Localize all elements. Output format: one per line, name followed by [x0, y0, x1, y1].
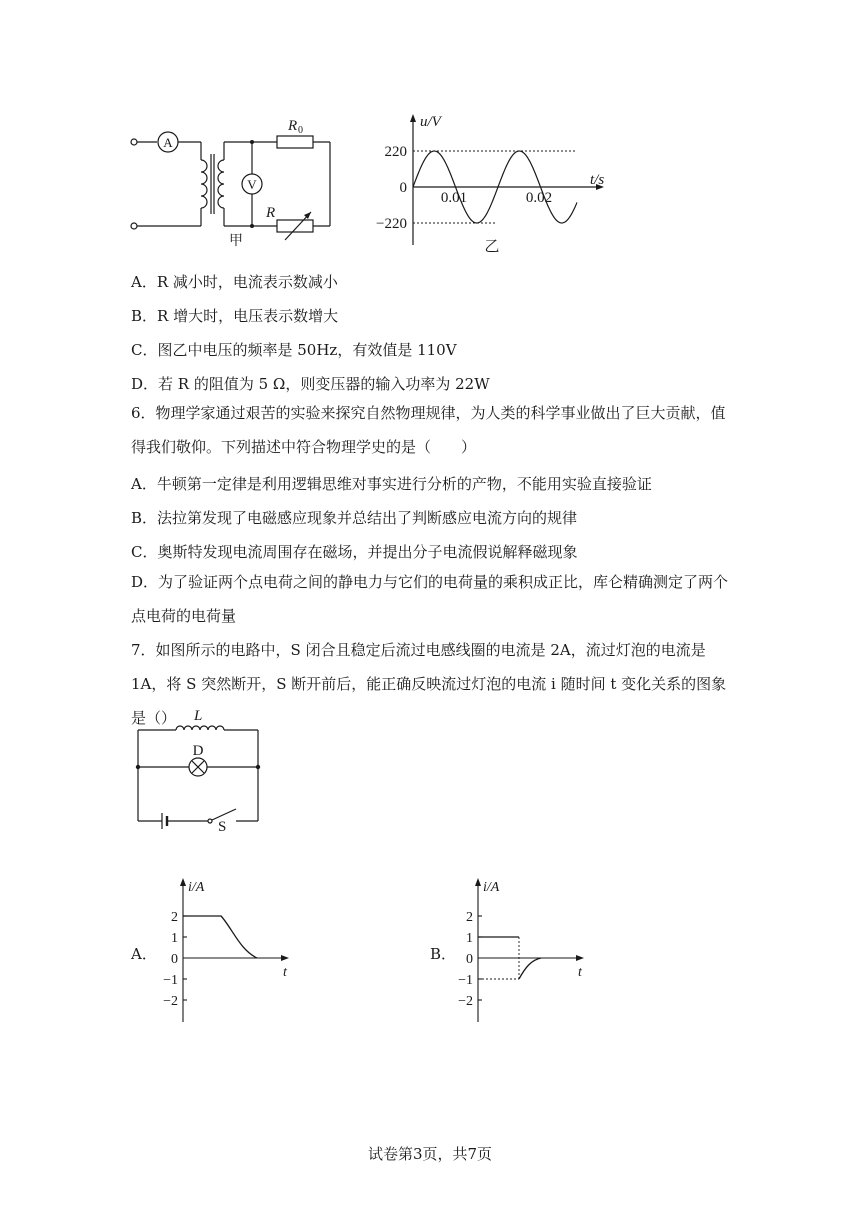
resistor-r0: [277, 136, 313, 148]
inductor-label: L: [194, 708, 203, 724]
page-footer: 试卷第3页，共7页: [367, 1145, 493, 1163]
secondary-coil: [218, 160, 224, 208]
q5-option-a: A．R 减小时，电流表示数减小: [131, 273, 338, 291]
q6-option-c: C．奥斯特发现电流周围存在磁场，并提出分子电流假说解释磁现象: [131, 543, 578, 561]
x-tick-002: 0.02: [525, 190, 553, 206]
graph-b-tick-0: 0: [466, 952, 473, 967]
graph-b-tick-2: 2: [466, 910, 473, 925]
variable-resistor-r: [277, 220, 313, 232]
graph-a-tick-neg2: −2: [163, 994, 178, 1009]
q6-stem: 6．物理学家通过艰苦的实验来探究自然物理规律，为人类的科学事业做出了巨大贡献，值得我们敬仰。下列描述中符合物理学史的是（ ）: [131, 404, 726, 456]
y-tick-0: 0: [399, 180, 407, 196]
graph-a-tick-0: 0: [171, 952, 178, 967]
t-axis-label: t/s: [590, 172, 605, 188]
graph-b-tick-1: 1: [466, 931, 473, 946]
graph-a-y-label: i/A: [188, 880, 205, 895]
graph-a-x-label: t: [283, 965, 287, 980]
graph-a-current-curve: [183, 916, 257, 958]
terminal-top: [131, 139, 137, 145]
graph-a-tick-neg1: −1: [163, 973, 178, 988]
graph-b-x-label: t: [578, 965, 582, 980]
y-tick-220: 220: [384, 144, 407, 160]
q5-option-d: D．若 R 的阻值为 5 Ω，则变压器的输入功率为 22W: [131, 375, 490, 393]
transformer-circuit-figure: [125, 112, 345, 252]
y-tick-neg220: −220: [376, 216, 407, 232]
terminal-bottom: [131, 223, 137, 229]
figure-yi-caption: 乙: [484, 239, 500, 255]
graph-a-option-label: A．: [131, 945, 157, 963]
q5-option-c: C．图乙中电压的频率是 50Hz，有效值是 110V: [131, 341, 457, 359]
r0-subscript: 0: [298, 125, 303, 136]
r-label: R: [266, 205, 276, 221]
q6-option-b: B．法拉第发现了电磁感应现象并总结出了判断感应电流方向的规律: [131, 509, 578, 527]
x-tick-001: 0.01: [440, 190, 468, 206]
r0-label: R: [288, 118, 298, 134]
q6-option-a: A．牛顿第一定律是利用逻辑思维对事实进行分析的产物，不能用实验直接验证: [131, 475, 652, 493]
graph-a-tick-2: 2: [171, 910, 178, 925]
q6-option-d: D．为了验证两个点电荷之间的静电力与它们的电荷量的乘积成正比，库仑精确测定了两个点电荷的电荷量: [131, 573, 729, 625]
ammeter-label: A: [163, 135, 173, 150]
switch-contact: [208, 819, 212, 823]
inductor-coil: [176, 726, 224, 730]
q7-stem: 7．如图所示的电路中，S 闭合且稳定后流过电感线圈的电流是 2A，流过灯泡的电流是 1A，将 S 突然断开，S 断开前后，能正确反映流过灯泡的电流 i 随时间 t 变化关系的图象是（）: [131, 641, 727, 727]
graph-b: [445, 876, 595, 1026]
switch-label: S: [218, 819, 227, 833]
voltage-waveform-figure: [365, 110, 625, 255]
u-axis-label: u/V: [420, 114, 441, 130]
graph-a-tick-1: 1: [171, 931, 178, 946]
graph-b-reverse-curve: [519, 958, 541, 979]
voltmeter-label: V: [247, 177, 257, 192]
inductor-lamp-circuit: [128, 703, 268, 833]
figure-jia-caption: 甲: [229, 234, 243, 249]
graph-b-tick-neg2: −2: [458, 994, 473, 1009]
lamp-label: D: [192, 743, 204, 759]
q5-option-b: B．R 增大时，电压表示数增大: [131, 307, 339, 325]
graph-b-y-label: i/A: [483, 880, 500, 895]
primary-coil: [201, 160, 207, 208]
graph-a: [150, 876, 300, 1026]
graph-b-tick-neg1: −1: [458, 973, 473, 988]
graph-b-option-label: B．: [430, 945, 457, 963]
